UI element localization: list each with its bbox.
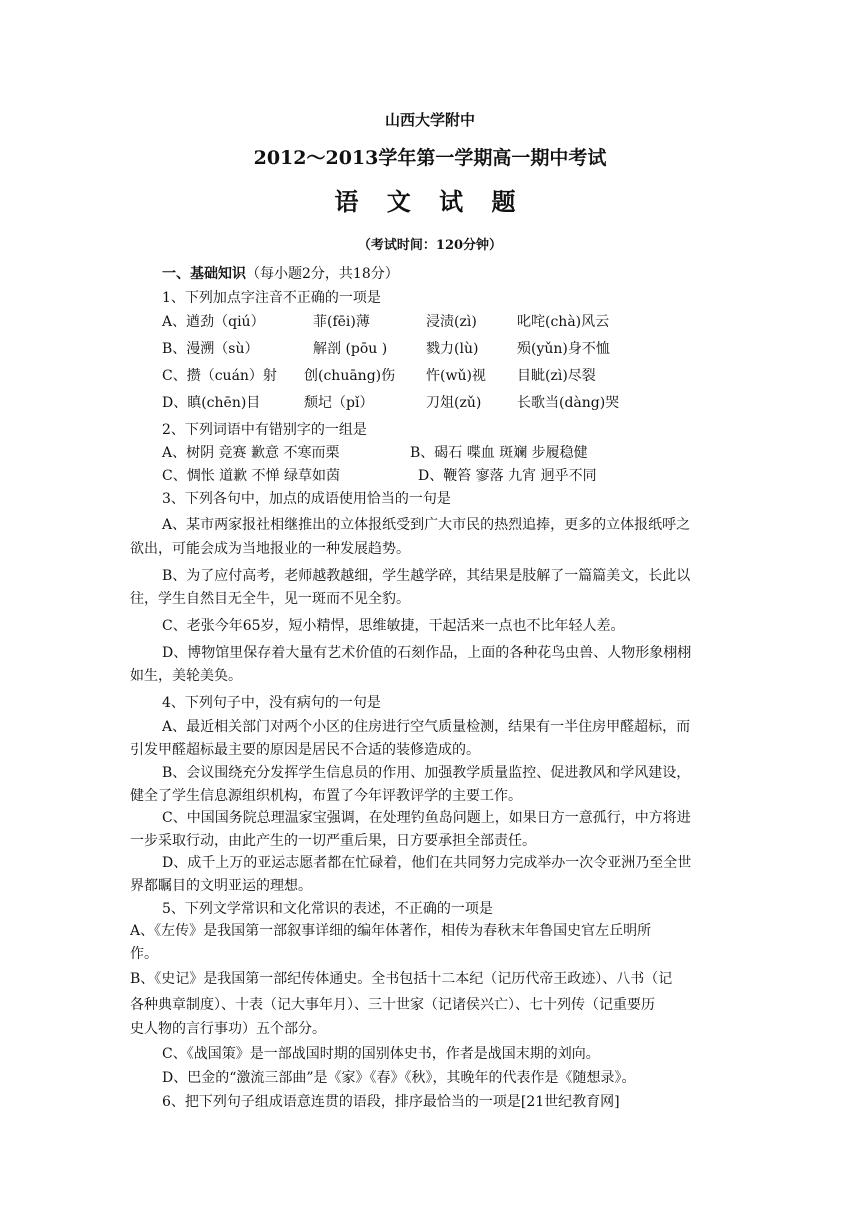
q3-stem: 3、下列各句中，加点的成语使用恰当的一句是 [162, 491, 451, 507]
q3-option-b-line1: B、为了应付高考，老师越教越细，学生越学碎，其结果是肢解了一篇篇美文，长此以 [162, 568, 691, 584]
q5-stem: 5、下列文学常识和文化常识的表述，不正确的一项是 [162, 901, 493, 917]
q5-option-a-line2: 作。 [130, 946, 158, 962]
section-title: 一、基础知识 [162, 266, 246, 282]
exam-title: 2012～2013学年第一学期高一期中考试 [253, 147, 607, 169]
q4-option-d-line1: D、成千上万的亚运志愿者都在忙碌着，他们在共同努力完成举办一次令亚洲乃至全世 [162, 855, 692, 871]
q1-d-item-2: 颓圮（pǐ） [304, 395, 374, 411]
q4-option-b-line1: B、会议围绕充分发挥学生信息员的作用、加强教学质量监控、促进教风和学风建设， [162, 765, 691, 781]
q1-b-item-4: 殒(yǔn)身不恤 [517, 341, 610, 357]
subject-title: 语 文 试 题 [334, 187, 526, 216]
q2-option-c: C、惆怅 道歉 不惮 绿草如茵 [162, 468, 341, 484]
q1-a-item-2: 菲(fēi)薄 [313, 314, 370, 330]
q1-c-item-1: C、攒（cuán）射 [162, 368, 277, 384]
exam-duration: （考试时间：120分钟） [357, 238, 503, 253]
q1-b-item-2: 解剖 (pōu ) [313, 341, 388, 357]
q1-d-item-1: D、瞋(chēn)目 [162, 395, 261, 411]
q4-option-b-line2: 健全了学生信息源组织机构，布置了今年评教评学的主要工作。 [130, 788, 522, 804]
q4-option-c-line1: C、中国国务院总理温家宝强调，在处理钓鱼岛问题上，如果日方一意孤行，中方将进 [162, 810, 691, 826]
q1-d-item-3: 刀俎(zǔ) [426, 395, 482, 411]
q5-option-c-line1: C、《战国策》是一部战国时期的国别体史书，作者是战国末期的刘向。 [162, 1046, 600, 1062]
q3-option-a-line2: 欲出，可能会成为当地报业的一种发展趋势。 [130, 541, 410, 557]
q1-c-item-3: 忤(wǔ)视 [426, 368, 486, 384]
q2-stem: 2、下列词语中有错别字的一组是 [162, 422, 367, 438]
q5-option-d-line1: D、巴金的“激流三部曲”是《家》《春》《秋》，其晚年的代表作是《随想录》。 [162, 1070, 636, 1086]
q3-option-a-line1: A、某市两家报社相继推出的立体报纸受到广大市民的热烈追捧，更多的立体报纸呼之 [162, 517, 691, 533]
q3-option-d-line1: D、博物馆里保存着大量有艺术价值的石刻作品，上面的各种花鸟虫兽、人物形象栩栩 [162, 645, 692, 661]
q3-option-d-line2: 如生，美轮美奂。 [130, 668, 242, 684]
q1-a-item-4: 叱咤(chà)风云 [517, 314, 610, 330]
q2-option-a: A、树阴 竞赛 歉意 不寒而栗 [162, 445, 340, 461]
q6-stem: 6、把下列句子组成语意连贯的语段，排序最恰当的一项是[21世纪教育网] [162, 1094, 620, 1110]
section-heading [162, 264, 399, 284]
q1-stem: 1、下列加点字注音不正确的一项是 [162, 290, 381, 306]
q5-option-b-line3: 史人物的言行事功）五个部分。 [130, 1021, 326, 1037]
q5-option-a-line1: A、《左传》是我国第一部叙事详细的编年体著作，相传为春秋末年鲁国史官左丘明所 [130, 923, 652, 939]
q3-option-c-line1: C、老张今年65岁，短小精悍，思维敏捷，干起活来一点也不比年轻人差。 [162, 618, 625, 634]
q5-option-b-line1: B、《史记》是我国第一部纪传体通史。全书包括十二本纪（记历代帝王政迹）、八书（记 [130, 971, 673, 987]
q1-c-item-2: 创(chuāng)伤 [304, 368, 396, 384]
q1-a-item-3: 浸渍(zì) [426, 314, 477, 330]
section-note: （每小题2分，共18分） [246, 266, 399, 282]
q1-a-item-1: A、遒劲（qiú） [162, 314, 265, 330]
q4-option-d-line2: 界都瞩目的文明亚运的理想。 [130, 878, 312, 894]
q3-option-b-line2: 往，学生自然目无全牛，见一斑而不见全豹。 [130, 591, 410, 607]
school-name: 山西大学附中 [384, 111, 475, 129]
q1-b-item-3: 戮力(lù) [426, 341, 479, 357]
q4-option-a-line2: 引发甲醛超标最主要的原因是居民不合适的装修造成的。 [130, 742, 480, 758]
q5-option-b-line2: 各种典章制度）、十表（记大事年月）、三十世家（记诸侯兴亡）、七十列传（记重要历 [130, 997, 655, 1013]
q2-option-b: B、碣石 喋血 斑斓 步履稳健 [410, 445, 588, 461]
q1-d-item-4: 长歌当(dàng)哭 [517, 395, 620, 411]
q4-stem: 4、下列句子中，没有病句的一句是 [162, 695, 381, 711]
q1-b-item-1: B、漫溯（sù） [162, 341, 259, 357]
q1-c-item-4: 目眦(zì)尽裂 [517, 368, 596, 384]
q4-option-a-line1: A、最近相关部门对两个小区的住房进行空气质量检测，结果有一半住房甲醛超标，而 [162, 719, 691, 735]
q2-option-d: D、鞭笞 寥落 九宵 迥乎不同 [418, 468, 597, 484]
q4-option-c-line2: 一步采取行动，由此产生的一切严重后果，日方要承担全部责任。 [130, 833, 536, 849]
